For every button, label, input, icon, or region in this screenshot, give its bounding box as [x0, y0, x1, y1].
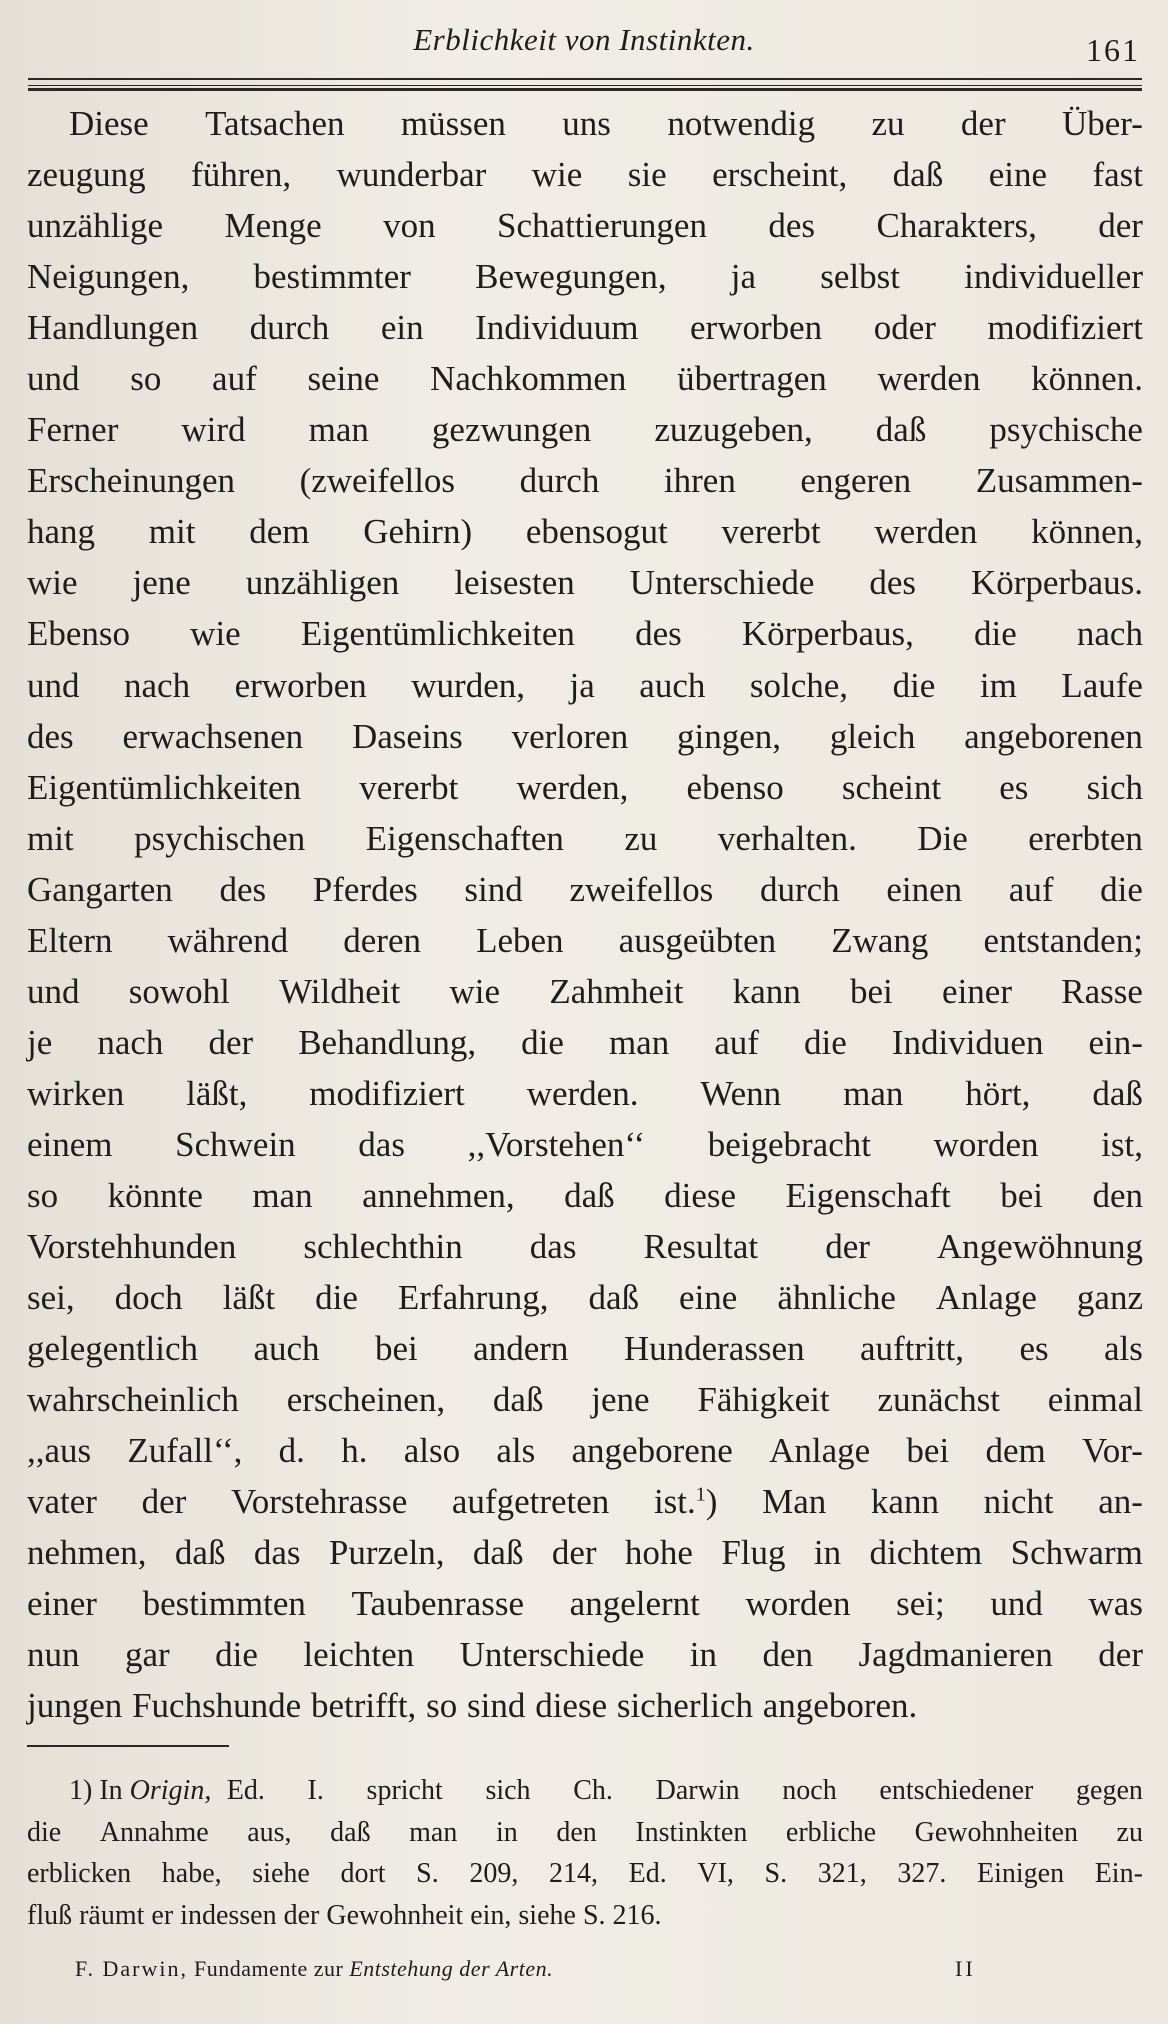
footnote-line: erblicken habe, siehe dort S. 209, 214, Ed. VI, S. 321, 327. Einigen Ein-: [27, 1858, 1143, 1889]
text-line: einem Schwein das ,,Vorstehen‘‘ beigebracht worden ist,: [27, 1124, 1143, 1164]
text-line: Diese Tatsachen müssen uns notwendig zu der Über-: [69, 104, 1143, 143]
text-line: Ebenso wie Eigentümlichkeiten des Körperbaus, die nach: [27, 614, 1143, 654]
footnote-reference: 1: [695, 1483, 706, 1506]
signature-sheet-mark: II: [955, 1956, 976, 1981]
footnote-marker: 1) In: [69, 1775, 123, 1806]
footnote-line: die Annahme aus, daß man in den Instinkten erbliche Gewohnheiten zu: [27, 1816, 1143, 1848]
text-line: wie jene unzähligen leisesten Unterschiede des Körperbaus.: [27, 563, 1143, 603]
text-line: so könnte man annehmen, daß diese Eigenschaft bei den: [27, 1175, 1143, 1215]
text-line: Neigungen, bestimmter Bewegungen, ja selbst individueller: [27, 257, 1143, 297]
text-line: unzählige Menge von Schattierungen des Charakters, der: [27, 206, 1143, 246]
footnote-line: [27, 1770, 1143, 1812]
text-line: je nach der Behandlung, die man auf die Individuen ein-: [27, 1022, 1143, 1062]
header-rule: [28, 78, 1142, 91]
text-line: Eigentümlichkeiten vererbt werden, ebenso scheint es sich: [27, 767, 1143, 807]
signature-author: F. Darwin,: [75, 1956, 188, 1981]
signature-title: [194, 1956, 553, 1981]
text-line: des erwachsenen Daseins verloren gingen, gleich angeborenen: [27, 716, 1143, 756]
signature-title-italic: Entstehung der Arten.: [349, 1956, 554, 1981]
text-line: wirken läßt, modifiziert werden. Wenn man hört, daß: [27, 1073, 1143, 1113]
footnote-line: fluß räumt er indessen der Gewohnheit ein, siehe S. 216.: [27, 1899, 662, 1931]
text-line: zeugung führen, wunderbar wie sie erscheint, daß eine fast: [27, 155, 1143, 195]
footnote-work-title: Origin,: [129, 1775, 212, 1806]
text-line: Eltern während deren Leben ausgeübten Zwang entstanden;: [27, 920, 1143, 960]
text-line: hang mit dem Gehirn) ebensogut vererbt werden können,: [27, 512, 1143, 552]
text-line: und sowohl Wildheit wie Zahmheit kann bei einer Rasse: [27, 971, 1143, 1011]
text-line: einer bestimmten Taubenrasse angelernt worden sei; und was: [27, 1584, 1143, 1624]
text-line: mit psychischen Eigenschaften zu verhalten. Die ererbten: [27, 818, 1143, 858]
text-line: Ferner wird man gezwungen zuzugeben, daß psychische: [27, 410, 1143, 450]
text-line: und nach erworben wurden, ja auch solche, die im Laufe: [27, 665, 1143, 705]
running-head: [28, 18, 1140, 68]
text-line: nun gar die leichten Unterschiede in den Jagdmanieren der: [27, 1635, 1143, 1675]
signature-line: [75, 1956, 995, 1996]
page-number: 161: [1086, 32, 1140, 68]
footnote: [27, 1770, 1143, 1936]
signature-title-prefix: Fundamente zur: [193, 1956, 344, 1981]
text-line: jungen Fuchshunde betrifft, so sind diese sicherlich angeboren.: [27, 1686, 918, 1726]
text-line: gelegentlich auch bei andern Hunderassen auftritt, es als: [27, 1329, 1143, 1369]
running-title: Erblichkeit von Instinkten.: [413, 22, 755, 57]
footnote-line-1: Ed. I. spricht sich Ch. Darwin noch entschiedener gegen: [226, 1775, 1143, 1806]
body-text: [27, 98, 1143, 1732]
text-line: Handlungen durch ein Individuum erworben oder modifiziert: [27, 308, 1143, 348]
footnote-rule: [27, 1745, 229, 1747]
text-line: und so auf seine Nachkommen übertragen werden können.: [27, 359, 1143, 399]
text-line: Gangarten des Pferdes sind zweifellos durch einen auf die: [27, 869, 1143, 909]
text-line: sei, doch läßt die Erfahrung, daß eine ähnliche Anlage ganz: [27, 1278, 1143, 1318]
text-line: ,,aus Zufall‘‘, d. h. also als angeborene Anlage bei dem Vor-: [27, 1431, 1143, 1471]
text-line: wahrscheinlich erscheinen, daß jene Fähigkeit zunächst einmal: [27, 1380, 1143, 1420]
text-line: vater der Vorstehrasse aufgetreten ist.$^1$) Man kann nicht an-: [27, 1482, 1143, 1522]
text-line: nehmen, daß das Purzeln, daß der hohe Flug in dichtem Schwarm: [27, 1533, 1143, 1573]
text-line: Vorstehhunden schlechthin das Resultat der Angewöhnung: [27, 1227, 1143, 1267]
text-line: Erscheinungen (zweifellos durch ihren engeren Zusammen-: [27, 461, 1143, 501]
